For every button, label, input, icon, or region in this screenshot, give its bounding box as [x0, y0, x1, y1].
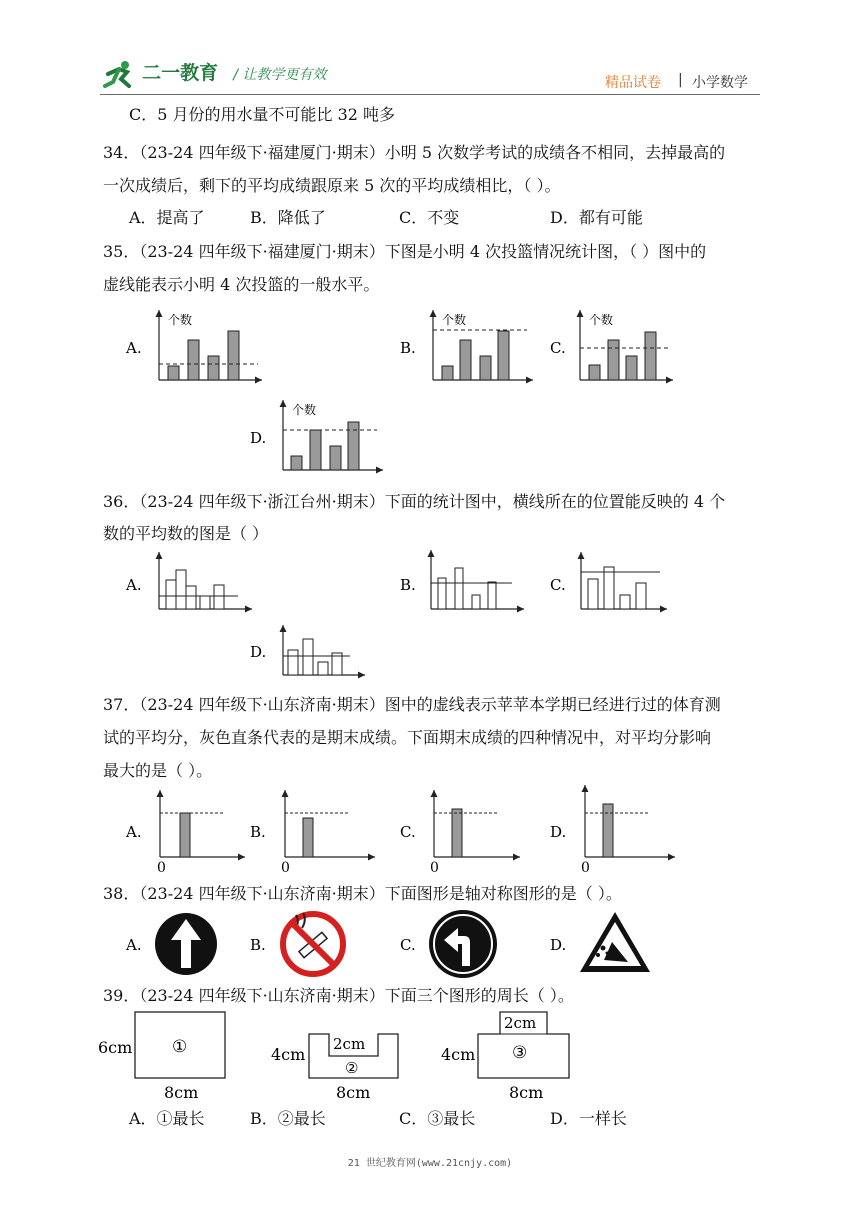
q36-chart-b [400, 550, 524, 609]
q39-figure-1 [98, 1012, 225, 1102]
header-tag-1: 精品试卷 [605, 75, 661, 91]
q37-origin-d: 0 [581, 860, 590, 876]
q38-label-d: D. [550, 936, 567, 954]
q34-option-b: B．降低了 [250, 208, 326, 227]
q39-option-a: A．①最长 [129, 1109, 205, 1128]
q33-option-c: C．5 月份的用水量不可能比 32 吨多 [129, 105, 396, 124]
q35-label-c: C. [550, 339, 566, 357]
q36-label-d: D. [250, 643, 267, 661]
q39-figure-2 [271, 1034, 398, 1102]
q36-label-a: A. [126, 576, 142, 594]
q35-axis-label-d: 个数 [292, 403, 317, 417]
q37-label-c: C. [400, 823, 416, 841]
q36-label-c: C. [550, 576, 566, 594]
q39-fig3-width: 8cm [509, 1083, 544, 1102]
q39-fig1-height: 6cm [98, 1038, 133, 1057]
q38-sign-a [125, 913, 217, 975]
q39-fig1-mark: ① [172, 1037, 188, 1057]
q38-label-b: B. [250, 936, 266, 954]
q35-chart-c [550, 310, 673, 380]
q39-fig3-bump: 2cm [504, 1014, 537, 1032]
brand-slogan: / 让教学更有效 [233, 67, 327, 83]
q34-option-a: A．提高了 [129, 208, 205, 227]
q37-chart-c [400, 790, 520, 876]
q38-sign-b [250, 913, 343, 974]
q35-axis-label-b: 个数 [442, 313, 467, 327]
q39-figure-3 [441, 1012, 569, 1102]
q35-label-a: A. [126, 339, 142, 357]
q37-origin-a: 0 [157, 860, 166, 876]
q39-fig3-height: 4cm [441, 1045, 476, 1064]
brand-name: 二一教育 [142, 62, 219, 84]
q37-stem-line2: 试的平均分，灰色直条代表的是期末成绩。下面期末成绩的四种情况中，对平均分影响 [103, 728, 712, 747]
header-separator: | [678, 72, 683, 88]
q39-stem: 39．（23-24 四年级下·山东济南·期末）下面三个图形的周长（ ）。 [103, 986, 574, 1005]
q37-stem-line3: 最大的是（ ）。 [103, 761, 213, 780]
q37-chart-b [250, 790, 375, 876]
q39-fig1-width: 8cm [164, 1083, 199, 1102]
q37-origin-b: 0 [281, 860, 290, 876]
q37-label-d: D. [550, 823, 567, 841]
q39-fig2-width: 8cm [336, 1083, 371, 1102]
q35-stem-line1: 35．（23-24 四年级下·福建厦门·期末）下图是小明 4 次投篮情况统计图，（ ）图中的 [103, 242, 707, 261]
q36-label-b: B. [400, 576, 416, 594]
q35-axis-label-a: 个数 [168, 313, 193, 327]
q35-chart-b [400, 310, 533, 380]
header-tag-2: 小学数学 [692, 75, 748, 91]
q37-chart-d [550, 785, 675, 876]
q35-label-b: B. [400, 339, 416, 357]
q36-stem-line1: 36．（23-24 四年级下·浙江台州·期末）下面的统计图中，横线所在的位置能反映的 4 个 [103, 492, 726, 511]
page-footer: 21 世纪教育网(www.21cnjy.com) [347, 1158, 513, 1169]
q37-label-a: A. [126, 823, 142, 841]
q34-stem-line2: 一次成绩后，剩下的平均成绩跟原来 5 次的平均成绩相比，（ ）。 [103, 176, 561, 195]
q36-chart-d [250, 625, 365, 675]
q39-fig2-height: 4cm [271, 1045, 306, 1064]
q39-option-c: C．③最长 [399, 1109, 476, 1128]
q35-label-d: D. [250, 429, 267, 447]
q37-stem-line1: 37．（23-24 四年级下·山东济南·期末）图中的虚线表示苹苹本学期已经进行过的体育测 [103, 695, 721, 714]
q35-chart-d [250, 400, 383, 470]
q37-chart-a [125, 790, 245, 876]
q37-label-b: B. [250, 823, 266, 841]
q38-sign-d [550, 912, 650, 972]
q34-option-d: D．都有可能 [550, 208, 643, 227]
q39-fig3-mark: ③ [512, 1043, 528, 1063]
q35-stem-line2: 虚线能表示小明 4 次投篮的一般水平。 [103, 275, 380, 294]
q39-fig2-notch: 2cm [333, 1035, 366, 1053]
q36-stem-line2: 数的平均数的图是（ ） [103, 524, 269, 543]
q38-label-c: C. [400, 936, 416, 954]
q35-axis-label-c: 个数 [589, 313, 614, 327]
q38-stem: 38．（23-24 四年级下·山东济南·期末）下面图形是轴对称图形的是（ ）。 [103, 884, 622, 903]
q36-chart-a [125, 552, 252, 609]
q37-origin-c: 0 [430, 860, 439, 876]
q39-option-d: D．一样长 [550, 1109, 627, 1128]
q38-sign-c [400, 910, 497, 978]
q39-fig2-mark: ② [345, 1059, 359, 1077]
q34-option-c: C．不变 [399, 208, 460, 227]
q35-chart-a [125, 310, 262, 380]
q36-chart-c [550, 552, 667, 609]
q39-option-b: B．②最长 [250, 1109, 326, 1128]
q34-stem-line1: 34．（23-24 四年级下·福建厦门·期末）小明 5 次数学考试的成绩各不相同，去掉最高的 [103, 143, 726, 162]
q38-label-a: A. [126, 936, 142, 954]
